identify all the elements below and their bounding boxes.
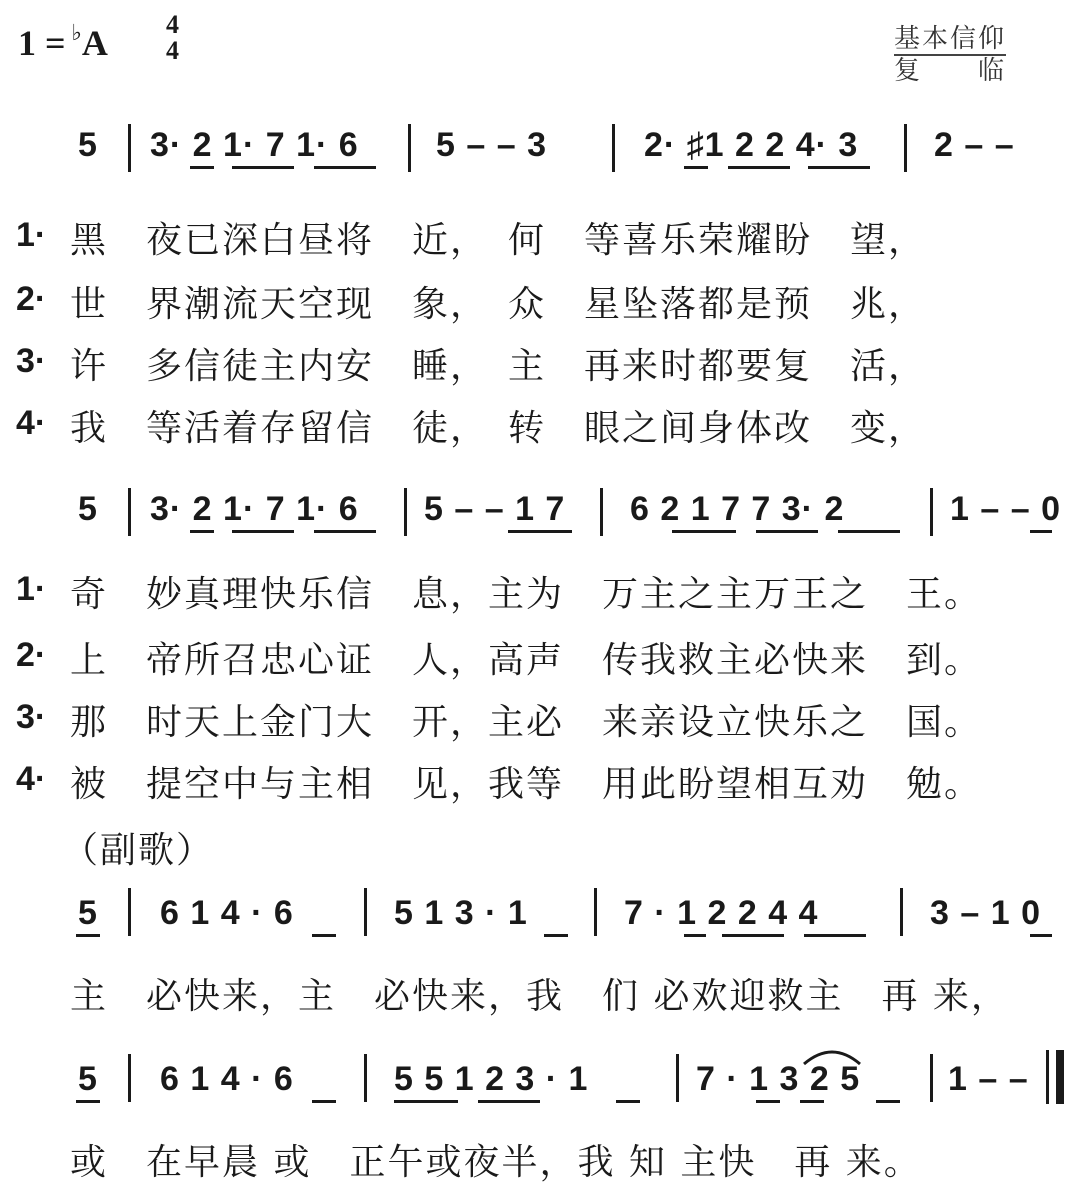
beam [722,934,784,937]
meter-top: 4 [166,10,179,39]
lyric-line: 奇 妙真理快乐信 息，主为 万主之主万王之 王。 [70,574,983,615]
beam [76,934,100,937]
barline [594,888,597,936]
barline [128,1054,131,1102]
refrain-lyric-2: 或 在早晨 或 正午或夜半，我 知 主快 再 来。 [70,1142,922,1183]
beam [876,1100,900,1103]
lyric-line: 黑 夜已深白昼将 近， 何 等喜乐荣耀盼 望， [70,220,927,261]
s2-measure-3: 6 2 1 7 7 3· 2 [630,490,845,528]
lyric-line: 我 等活着存留信 徒， 转 眼之间身体改 变， [70,408,927,449]
refrain-label: （副歌） [62,830,215,871]
s2-measure-4: 1 – – 0 [950,490,1061,528]
s2-pickup: 5 [78,490,98,528]
verse-number: 4· [16,404,47,442]
beam [684,166,708,169]
beam [1030,530,1052,533]
final-barline-thick [1056,1050,1064,1104]
beam [508,530,572,533]
beam [756,1100,780,1103]
barline [930,488,933,536]
r1-measure-4: 3 – 1 0 [930,894,1041,932]
beam [312,934,336,937]
flat-sign: ♭ [71,20,82,45]
song-credit [894,24,1006,86]
key-prefix: 1 = [18,23,66,63]
r1-pickup: 5 [78,894,98,932]
slur [800,1044,864,1066]
key-signature [18,22,108,64]
beam [394,1100,458,1103]
verse-number: 3· [16,698,47,736]
beam [312,1100,336,1103]
barline [600,488,603,536]
beam [728,166,790,169]
beam [314,166,376,169]
verse-number: 2· [16,636,47,674]
beam [800,1100,824,1103]
key-note: A [81,23,108,63]
final-barline-thin [1046,1050,1049,1104]
barline [364,888,367,936]
beam [544,934,568,937]
barline [612,124,615,172]
credit-line-1: 基本信仰 [893,24,1006,54]
verse-number: 2· [16,280,47,318]
r2-measure-4: 1 – – [948,1060,1029,1098]
barline [128,124,131,172]
beam [232,166,294,169]
barline [676,1054,679,1102]
barline [408,124,411,172]
beam [190,166,214,169]
beam [1030,934,1052,937]
barline [404,488,407,536]
lyric-line: 世 界潮流天空现 象， 众 星坠落都是预 兆， [70,284,927,325]
beam [684,934,706,937]
beam [616,1100,640,1103]
beam [672,530,736,533]
r2-pickup: 5 [78,1060,98,1098]
credit-line-2: 复 临 [893,56,1006,86]
s2-measure-1: 3· 2 1· 7 1· 6 [150,490,359,528]
beam [190,530,214,533]
r2-measure-3: 7 · 1 3 2 5 [696,1060,861,1098]
lyric-line: 上 帝所召忠心证 人，高声 传我救主必快来 到。 [70,640,983,681]
r2-measure-2: 5 5 1 2 3 · 1 [394,1060,589,1098]
beam [314,530,376,533]
s1-measure-4: 2 – – [934,126,1015,164]
beam [756,530,818,533]
r1-measure-1: 6 1 4 · 6 [160,894,294,932]
r2-measure-1: 6 1 4 · 6 [160,1060,294,1098]
barline [128,488,131,536]
barline [900,888,903,936]
barline [930,1054,933,1102]
lyric-line: 许 多信徒主内安 睡， 主 再来时都要复 活， [70,346,927,387]
lyric-line: 那 时天上金门大 开，主必 来亲设立快乐之 国。 [70,702,983,743]
s1-measure-1: 3· 2 1· 7 1· 6 [150,126,359,164]
refrain-lyric-1: 主 必快来，主 必快来，我 们 必欢迎救主 再 来， [70,976,1009,1017]
beam [76,1100,100,1103]
time-signature [166,12,179,64]
barline [128,888,131,936]
s2-measure-2: 5 – – 1 7 [424,490,566,528]
beam [478,1100,540,1103]
barline [904,124,907,172]
meter-bottom: 4 [166,36,179,65]
lyric-line: 被 提空中与主相 见，我等 用此盼望相互劝 勉。 [70,764,983,805]
beam [232,530,294,533]
beam [808,166,870,169]
verse-number: 1· [16,570,47,608]
beam [838,530,900,533]
verse-number: 3· [16,342,47,380]
verse-number: 1· [16,216,47,254]
s1-measure-2: 5 – – 3 [436,126,547,164]
beam [804,934,866,937]
s1-measure-3: 2· ♯1 2 2 4· 3 [644,126,859,164]
s1-pickup: 5 [78,126,98,164]
r1-measure-2: 5 1 3 · 1 [394,894,528,932]
r1-measure-3: 7 · 1 2 2 4 4 [624,894,819,932]
barline [364,1054,367,1102]
verse-number: 4· [16,760,47,798]
